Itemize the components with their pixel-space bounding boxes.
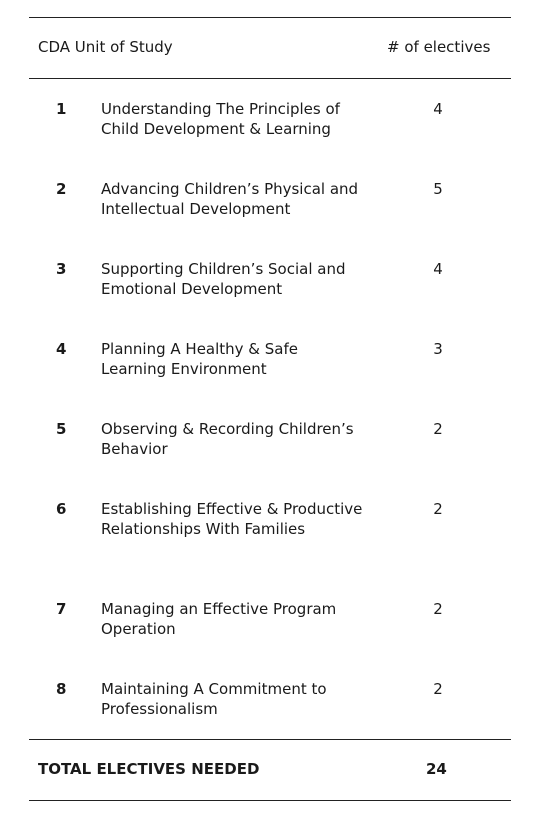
unit-number: 1: [56, 100, 67, 118]
elective-count: 4: [433, 100, 443, 118]
unit-number: 3: [56, 260, 67, 278]
table-row: [29, 99, 511, 179]
unit-number: 5: [56, 420, 67, 438]
unit-number: 6: [56, 500, 67, 518]
table-row: [29, 599, 511, 679]
unit-title: Planning A Healthy & Safe Learning Environment: [101, 340, 298, 378]
header-unit-of-study: CDA Unit of Study: [38, 38, 173, 56]
table-row: [29, 679, 511, 759]
elective-count: 2: [433, 420, 443, 438]
unit-title: Observing & Recording Children’s Behavior: [101, 420, 354, 458]
elective-count: 4: [433, 260, 443, 278]
unit-title: Managing an Effective Program Operation: [101, 600, 337, 638]
unit-number: 7: [56, 600, 67, 618]
unit-title: Maintaining A Commitment to Professionalism: [101, 680, 327, 718]
elective-count: 2: [433, 680, 443, 698]
total-value: 24: [426, 760, 447, 778]
unit-title: Advancing Children’s Physical and Intellectual Development: [101, 180, 359, 218]
table-row: [29, 419, 511, 499]
header-number-of-electives: # of electives: [387, 38, 491, 56]
table-row: [29, 339, 511, 419]
table-bottom-rule: [29, 800, 511, 801]
unit-number: 2: [56, 180, 67, 198]
unit-number: 8: [56, 680, 67, 698]
table-row: [29, 259, 511, 339]
unit-title: Understanding The Principles of Child Development & Learning: [101, 100, 340, 138]
unit-number: 4: [56, 340, 67, 358]
table-row: [29, 499, 511, 599]
unit-title: Establishing Effective & Productive Relationships With Families: [101, 500, 363, 538]
elective-count: 2: [433, 500, 443, 518]
table-body: [29, 99, 511, 759]
total-divider-rule: [29, 739, 511, 740]
elective-count: 3: [433, 340, 443, 358]
table-top-rule: [29, 17, 511, 18]
elective-count: 2: [433, 600, 443, 618]
table-header-row: [38, 38, 498, 60]
total-label: TOTAL ELECTIVES NEEDED: [38, 760, 260, 778]
total-row: [38, 760, 498, 782]
header-divider-rule: [29, 78, 511, 79]
elective-count: 5: [433, 180, 443, 198]
table-row: [29, 179, 511, 259]
unit-title: Supporting Children’s Social and Emotional Development: [101, 260, 346, 298]
